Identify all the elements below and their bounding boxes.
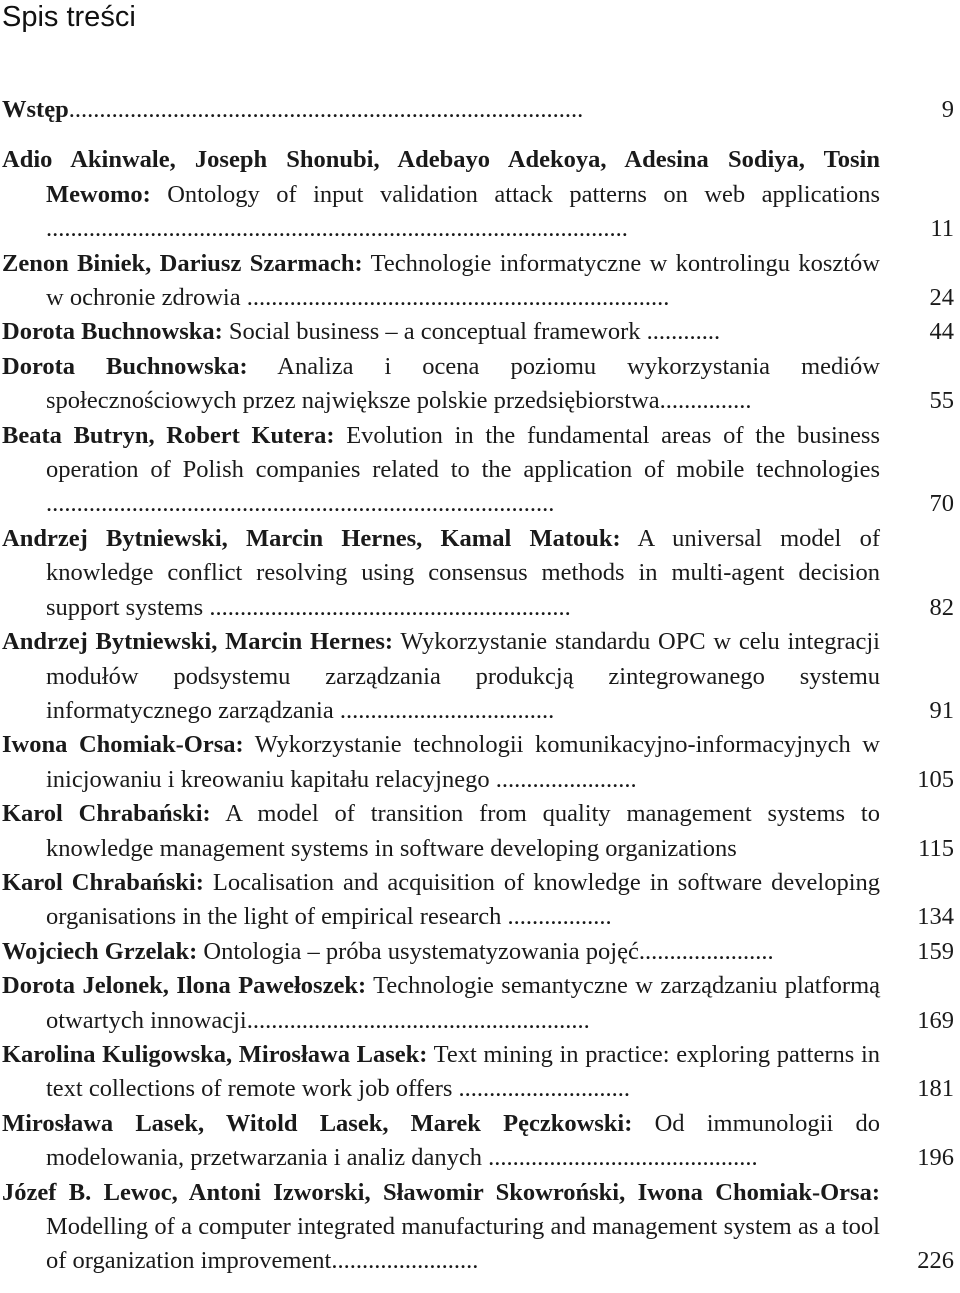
toc-entry-authors: Mirosława Lasek, Witold Lasek, Marek Pęczkowski:: [2, 1109, 633, 1137]
toc-entry-text: [0, 1038, 880, 1107]
toc-entry-title: Analiza i ocena poziomu wykorzystania mediów społecznościowych przez największe polskie przedsiębiorstwa: [46, 352, 880, 415]
toc-entry-leader-dots: ............................................: [488, 1144, 758, 1172]
toc-entry-leader-dots: ...................................................................................: [46, 490, 555, 518]
toc-entry-page-number: 11: [930, 215, 954, 243]
toc-entry-text: [0, 93, 880, 127]
toc-entry-page-number: 44: [929, 318, 954, 346]
toc-entry[interactable]: [0, 522, 960, 625]
toc-entry-text: [0, 419, 880, 522]
toc-entry-authors: Józef B. Lewoc, Antoni Izworski, Sławomir Skowroński, Iwona Chomiak-Orsa:: [2, 1178, 880, 1206]
toc-entry-leader-dots: ........................................................: [246, 1006, 590, 1034]
toc-entry-title: Evolution in the fundamental areas of the business operation of Polish companies related to the application of mobile technologies: [46, 421, 880, 484]
toc-entry-authors: Dorota Buchnowska:: [2, 318, 223, 346]
toc-entry[interactable]: [0, 969, 960, 1038]
toc-entry-leader-dots: ....................................................................................: [68, 96, 584, 123]
toc-entry-page-number: 91: [929, 696, 954, 724]
toc-entry[interactable]: [0, 315, 960, 349]
toc-entry-authors: Karol Chrabański:: [2, 868, 204, 896]
toc-entry-title: Social business – a conceptual framework: [222, 318, 647, 346]
toc-entry-text: [0, 728, 880, 797]
toc-entry[interactable]: [0, 1107, 960, 1176]
toc-entry-title: Ontology of input validation attack patterns on web applications: [150, 180, 880, 208]
toc-entry-page-number: 181: [917, 1075, 954, 1103]
toc-entry[interactable]: [0, 866, 960, 935]
toc-entry-title: A model of transition from quality management systems to knowledge management systems in software developing organizations: [46, 800, 880, 862]
toc-entry[interactable]: [0, 419, 960, 522]
toc-entry-leader-dots: ...............: [659, 387, 752, 415]
toc-entry-page-number: 55: [929, 387, 954, 415]
toc-entry-title: Od immunologii do modelowania, przetwarzania i analiz danych: [46, 1109, 880, 1172]
toc-entry-authors: Adio Akinwale, Joseph Shonubi, Adebayo Adekoya, Adesina Sodiya, Tosin Mewomo:: [2, 146, 880, 208]
table-of-contents: [0, 93, 960, 1279]
toc-entry-authors: Wstęp: [2, 96, 69, 123]
toc-entry[interactable]: [0, 728, 960, 797]
toc-entry-leader-dots: ............................: [458, 1075, 631, 1103]
toc-entry-authors: Zenon Biniek, Dariusz Szarmach:: [2, 249, 363, 277]
toc-entry[interactable]: [0, 350, 960, 419]
toc-entry[interactable]: [0, 797, 960, 866]
toc-entry-text: [0, 143, 880, 246]
toc-entry-title: Technologie semantyczne w zarządzaniu platformą otwartych innowacji: [46, 972, 880, 1034]
toc-entry-title: A universal model of knowledge conflict resolving using consensus methods in multi-agent decision support systems: [46, 524, 880, 621]
toc-entry-page-number: 105: [917, 765, 954, 793]
toc-entry-leader-dots: .....................................................................: [246, 284, 670, 312]
toc-entry-text: [0, 866, 880, 935]
toc-entry-leader-dots: ...................................: [339, 696, 555, 724]
toc-entry[interactable]: [0, 247, 960, 316]
toc-entry-page-number: 9: [941, 96, 954, 123]
toc-entry-leader-dots: ...............................................................................................: [46, 215, 628, 243]
toc-entry-title: Text mining in practice: exploring patterns in text collections of remote work job offers: [46, 1040, 880, 1103]
toc-entry-authors: Beata Butryn, Robert Kutera:: [2, 421, 335, 449]
toc-entry-page-number: 159: [917, 937, 954, 965]
toc-entry[interactable]: [0, 625, 960, 728]
toc-entry-page-number: 134: [917, 903, 954, 931]
toc-entry-leader-dots: ...........................................................: [209, 593, 571, 621]
toc-entry-page-number: 70: [929, 490, 954, 518]
toc-entry-authors: Dorota Buchnowska:: [2, 352, 248, 380]
toc-entry[interactable]: [0, 143, 960, 246]
toc-entry-authors: Andrzej Bytniewski, Marcin Hernes:: [2, 628, 394, 656]
toc-entry-page-number: 196: [917, 1144, 954, 1172]
toc-entry[interactable]: [0, 1038, 960, 1107]
page-title: Spis treści: [2, 1, 136, 33]
toc-entry-authors: Wojciech Grzelak:: [2, 937, 198, 965]
toc-entry-page-number: 226: [917, 1247, 954, 1275]
toc-entry-authors: Iwona Chomiak-Orsa:: [2, 731, 244, 759]
toc-entry-leader-dots: ......................: [638, 937, 774, 965]
toc-entry-page-number: 115: [918, 834, 954, 862]
toc-entry-page-number: 169: [917, 1006, 954, 1034]
toc-entry-authors: Karol Chrabański:: [2, 800, 211, 828]
toc-entry[interactable]: [0, 93, 960, 127]
toc-entry[interactable]: [0, 1176, 960, 1279]
toc-entry-text: [0, 1107, 880, 1176]
toc-entry-text: [0, 797, 880, 866]
toc-entry-text: [0, 315, 880, 349]
toc-entry-leader-dots: .................: [507, 903, 612, 931]
toc-entry-text: [0, 350, 880, 419]
toc-entry-text: [0, 1176, 880, 1279]
toc-entry-title: Ontologia – próba usystematyzowania pojęć: [197, 937, 639, 965]
toc-entry[interactable]: [0, 935, 960, 969]
toc-entry-leader-dots: .......................: [495, 765, 637, 793]
toc-entry-page-number: 24: [929, 284, 954, 312]
toc-entry-authors: Andrzej Bytniewski, Marcin Hernes, Kamal Matouk:: [2, 524, 621, 552]
toc-entry-authors: Karolina Kuligowska, Mirosława Lasek:: [2, 1040, 428, 1068]
toc-entry-title: Wykorzystanie standardu OPC w celu integracji modułów podsystemu zarządzania produkcją zintegrowanego systemu informatycznego zarządzania: [46, 628, 880, 724]
toc-entry-text: [0, 625, 880, 728]
toc-entry-authors: Dorota Jelonek, Ilona Pawełoszek:: [2, 972, 367, 1000]
toc-entry-title: Localisation and acquisition of knowledge in software developing organisations in the light of empirical research: [46, 868, 880, 931]
toc-entry-leader-dots: ........................: [331, 1247, 479, 1275]
toc-entry-text: [0, 935, 880, 969]
toc-entry-title: Wykorzystanie technologii komunikacyjno-informacyjnych w inicjowaniu i kreowaniu kapitału relacyjnego: [46, 731, 881, 793]
toc-entry-title: Modelling of a computer integrated manufacturing and management system as a tool of organization improvement: [46, 1213, 880, 1275]
toc-entry-text: [0, 522, 880, 625]
toc-entry-title: Technologie informatyczne w kontrolingu kosztów w ochronie zdrowia: [46, 249, 880, 312]
toc-entry-text: [0, 247, 880, 316]
toc-entry-page-number: 82: [929, 593, 954, 621]
toc-entry-text: [0, 969, 880, 1038]
toc-entry-leader-dots: ............: [646, 318, 721, 346]
